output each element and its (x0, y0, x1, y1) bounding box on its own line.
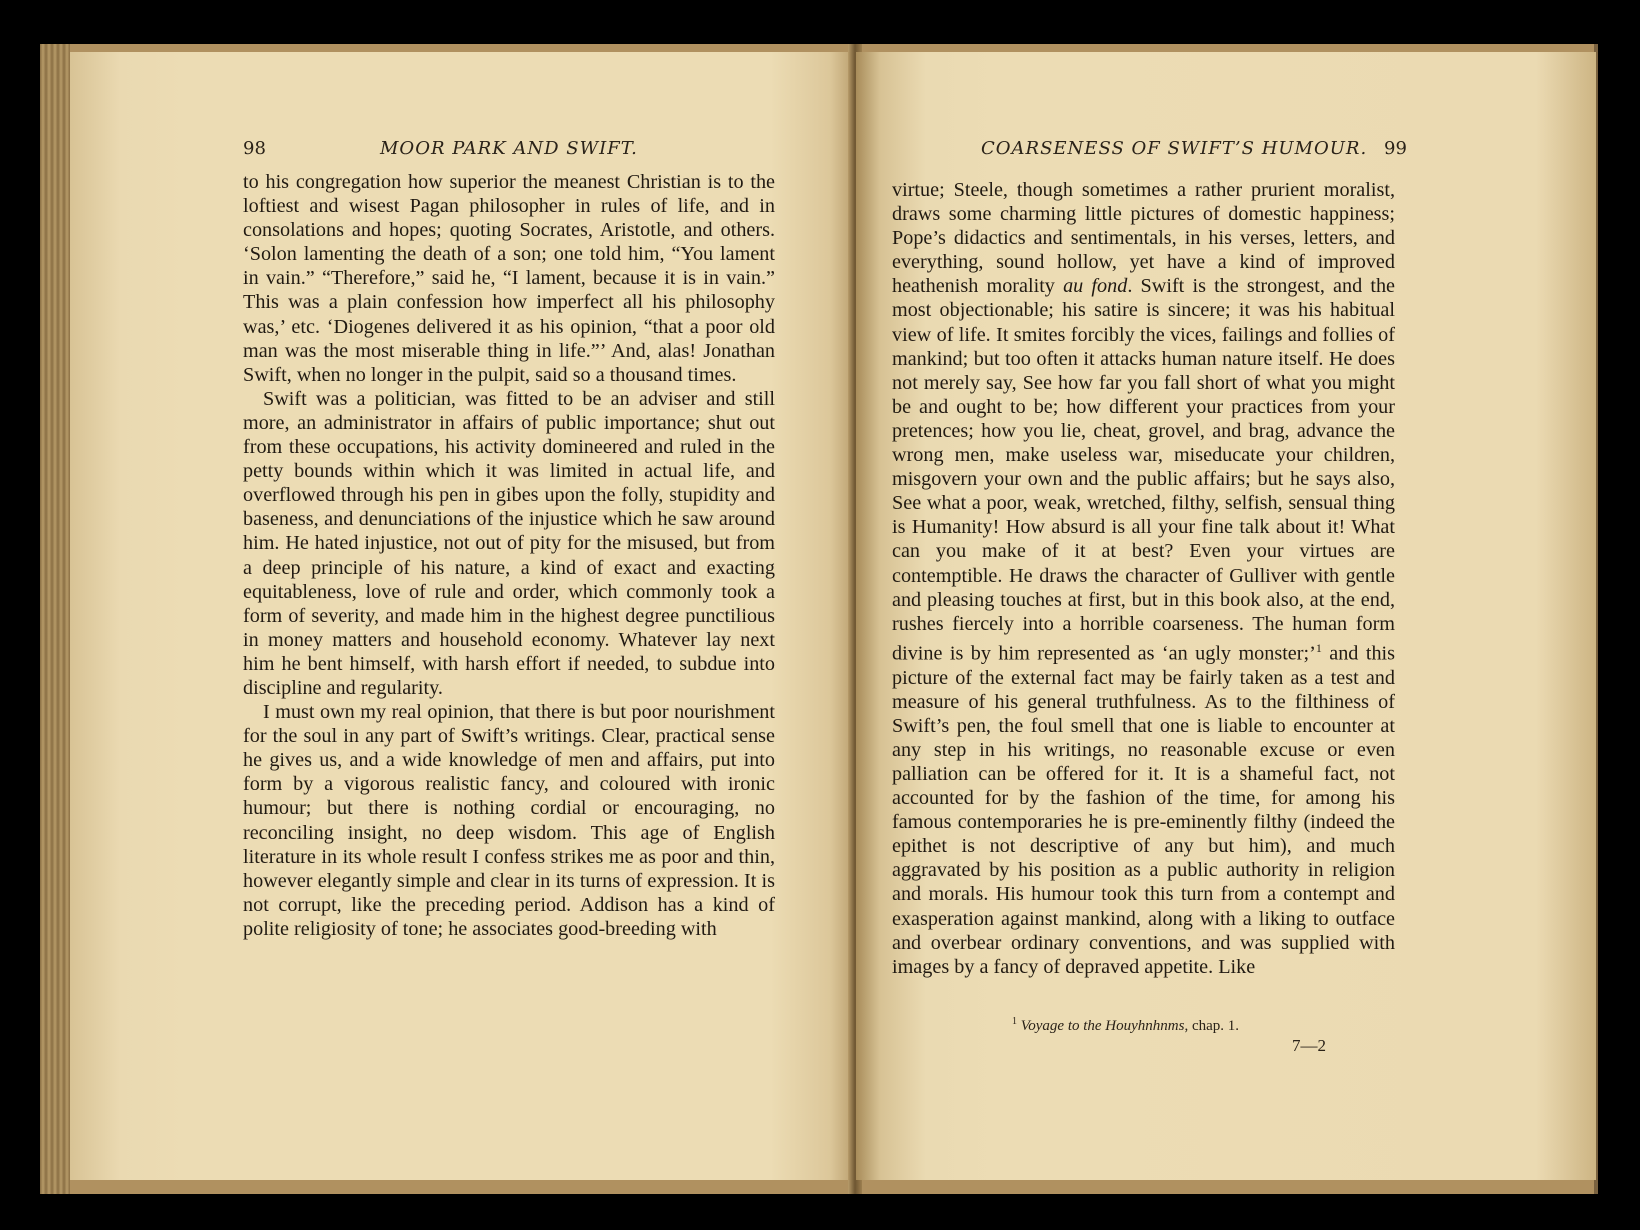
right-paragraph (892, 178, 1395, 979)
right-body-text (892, 178, 1395, 979)
footnote-reference: 1 (1315, 640, 1322, 655)
left-page (70, 52, 856, 1180)
right-text-start: virtue; Steele, though sometimes a rather prurient moralist, draws some charming little pictures of domestic happiness; Pope’s didactics and sentimentals, in his verses, letters, and everything, sound hollow, yet have a kind of improved heathenish morality (892, 179, 1395, 298)
right-page (856, 52, 1596, 1180)
page-edges-left (40, 44, 70, 1194)
left-running-title: MOOR PARK AND SWIFT. (380, 138, 638, 159)
left-running-head (70, 138, 856, 168)
right-italic-phrase: au fond (1063, 275, 1128, 298)
left-paragraph-2: Swift was a politician, was fitted to be an adviser and still more, an administrator in affairs of public importance; shut out from these occupations, his activity domineered and ruled in the petty bounds within which it was limited in actual life, and overflowed through his pen in gibes upon the folly, stupidity and baseness, and denunciations of the injustice which he saw around him. He hated injustice, not out of pity for the misused, but from a deep principle of his nature, a kind of exact and exacting equitableness, love of rule and order, which commonly took a form of severity, and made him in the highest degree punctilious in money matters and household economy. Whatever lay next him he bent himself, with harsh effort if needed, to subdue into discipline and regularity. (243, 387, 775, 699)
signature-mark: 7—2 (1292, 1036, 1326, 1055)
open-book (40, 44, 1598, 1194)
right-text-end: and this picture of the external fact may be fairly taken as a test and measure of his general truthfulness. As to the filthiness of Swift’s pen, the foul smell that one is liable to encounter at any step in his writings, no reasonable excuse or even palliation can be offered for it. It is a shameful fact, not accounted for by the fashion of the time, for among his famous contemporaries he is pre-eminently filthy (indeed the epithet is not descriptive of any but him), and much aggravated by his position as a public authority in religion and morals. His humour took this turn from a contempt and exasperation against mankind, along with a liking to outface and overbear ordinary conventions, and was supplied with images by a fancy of depraved appetite. Like (892, 642, 1395, 978)
left-body-text (243, 170, 775, 941)
footnote-marker: 1 (1012, 1016, 1017, 1027)
right-running-title: COARSENESS OF SWIFT’S HUMOUR. (981, 138, 1368, 159)
left-paragraph-1: to his congregation how superior the meanest Christian is to the loftiest and wisest Pagan philosopher in rules of life, and in consolations and hopes; quoting Socrates, Aristotle, and others. ‘Solon lamenting the death of a son; one told him, “You lament in vain.” “Therefore,” said he, “I lament, because it is in vain.” This was a plain confession how imperfect all his philosophy was,’ etc. ‘Diogenes delivered it as his opinion, “that a poor old man was the most miserable thing in life.”’ And, alas! Jonathan Swift, when no longer in the pulpit, said so a thousand times. (243, 171, 775, 386)
footnote-title: Voyage to the Houyhnhnms (1020, 1018, 1185, 1034)
right-page-number: 99 (1384, 138, 1407, 159)
footnote-rest: , chap. 1. (1184, 1018, 1240, 1034)
left-paragraph-3: I must own my real opinion, that there is but poor nourishment for the soul in any part of Swift’s writings. Clear, practical sense he gives us, and a wide knowledge of men and affairs, put into form by a vigorous realistic fancy, and coloured with ironic humour; but there is nothing cordial or encouraging, no reconciling insight, no deep wisdom. This age of English literature in its whole result I confess strikes me as poor and thin, however elegantly simple and clear in its turns of expression. It is not corrupt, like the preceding period. Addison has a kind of polite religiosity of tone; he associates good-breeding with (243, 701, 775, 940)
right-text-middle: . Swift is the strongest, and the most objectionable; his satire is sincere; it was his habitual view of life. It smites forcibly the vices, failings and follies of mankind; but too often it attacks human nature itself. He does not merely say, See how far you fall short of what you might be and ought to be; how different your practices from your pretences; how you lie, cheat, grovel, and brag, advance the wrong men, make useless war, miseducate your children, misgovern your own and the public affairs; but he says also, See what a poor, weak, wretched, filthy, selfish, sensual thing is Humanity! How absurd is all your fine talk about it! What can you make of it at best? Even your virtues are contemptible. He draws the character of Gulliver with gentle and pleasing touches at first, but in this book also, at the end, rushes fiercely into a horrible coarseness. The human form divine is by him represented as ‘an ugly monster;’ (892, 275, 1396, 665)
left-page-number: 98 (243, 138, 266, 159)
footnote (1012, 1016, 1239, 1035)
right-running-head (856, 138, 1596, 168)
